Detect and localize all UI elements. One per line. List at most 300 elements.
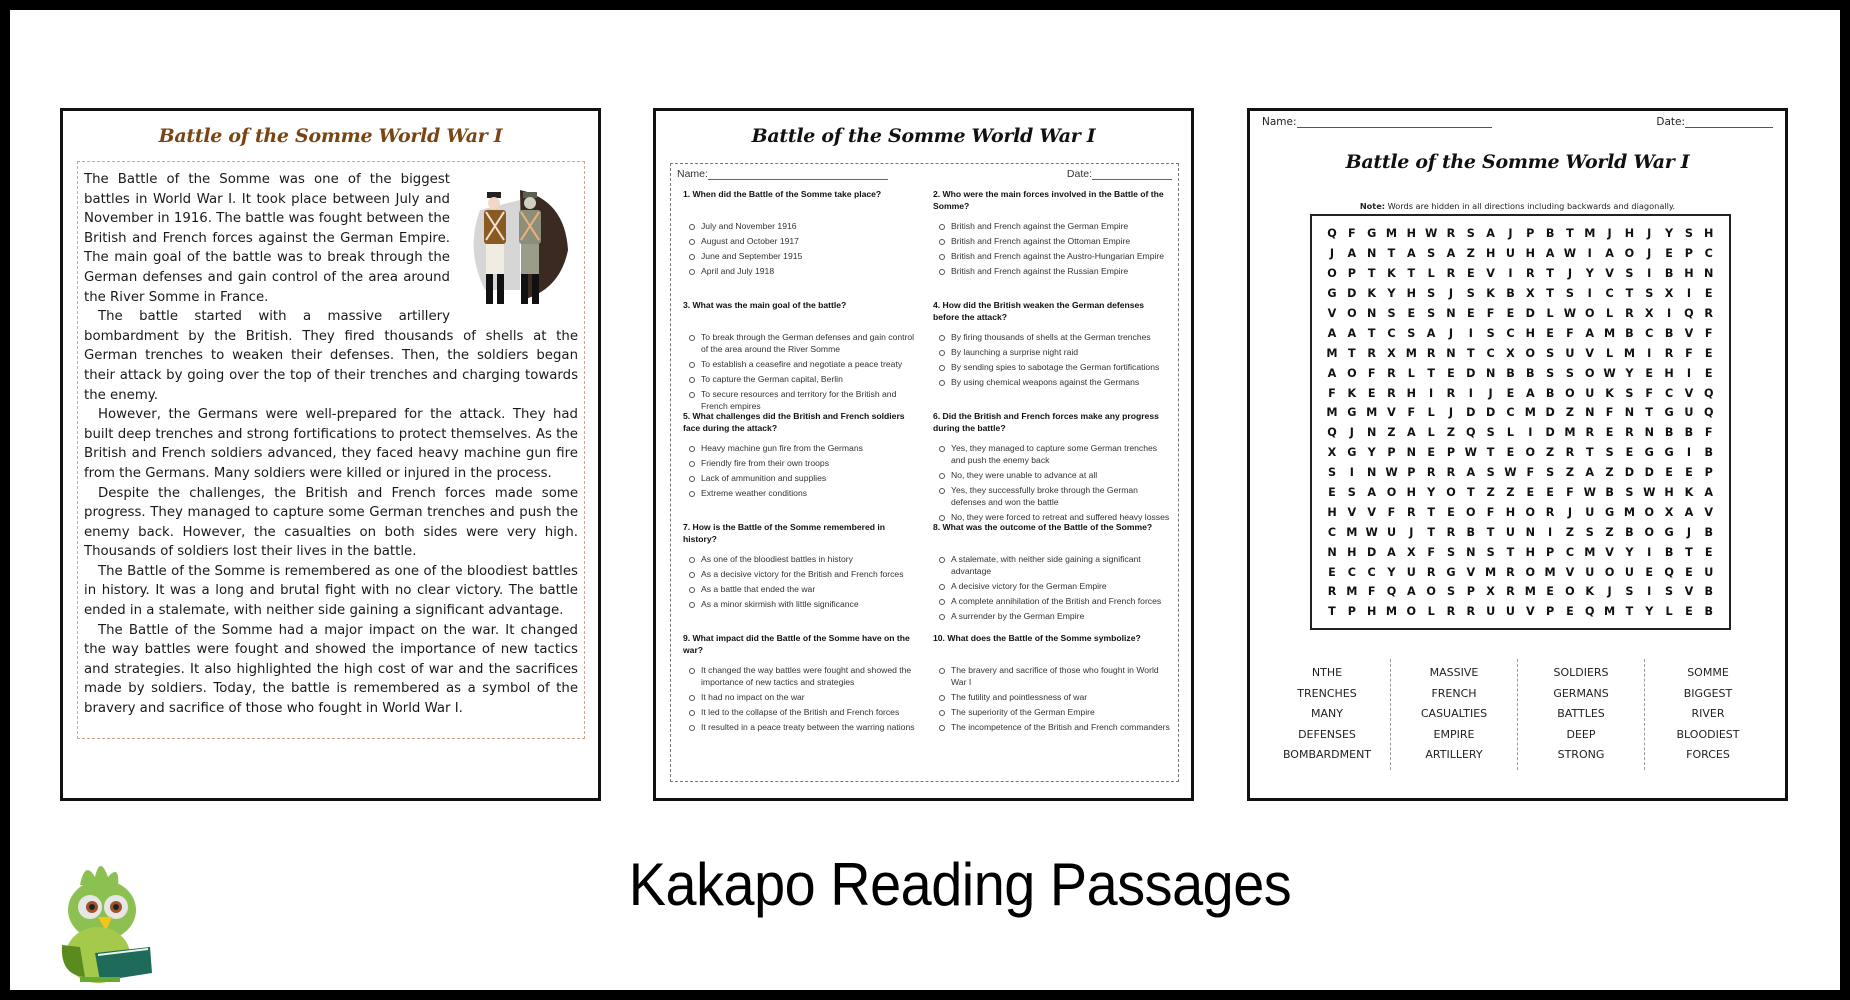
answer-option[interactable]: Extreme weather conditions — [687, 487, 921, 499]
grid-letter[interactable]: T — [1348, 346, 1356, 360]
grid-letter[interactable]: H — [1684, 267, 1694, 281]
grid-letter[interactable]: F — [1566, 486, 1574, 500]
grid-letter[interactable]: C — [1664, 386, 1674, 400]
grid-letter[interactable]: I — [1686, 446, 1691, 460]
grid-letter[interactable]: I — [1686, 366, 1691, 380]
date-field[interactable]: Date: — [1067, 168, 1172, 180]
grid-letter[interactable]: F — [1328, 386, 1336, 400]
grid-letter[interactable]: L — [1427, 426, 1435, 440]
grid-letter[interactable]: B — [1704, 446, 1713, 460]
grid-letter[interactable]: U — [1505, 247, 1515, 261]
grid-letter[interactable]: E — [1645, 565, 1654, 579]
grid-letter[interactable]: T — [1566, 227, 1574, 241]
grid-letter[interactable]: M — [1604, 605, 1616, 619]
grid-letter[interactable]: Q — [1703, 386, 1714, 400]
grid-letter[interactable]: U — [1624, 565, 1634, 579]
grid-letter[interactable]: J — [1686, 525, 1691, 539]
grid-letter[interactable]: P — [1466, 585, 1475, 599]
grid-letter[interactable]: P — [1526, 227, 1535, 241]
grid-letter[interactable]: A — [1525, 386, 1535, 400]
grid-letter[interactable]: A — [1406, 426, 1416, 440]
grid-letter[interactable]: X — [1327, 446, 1337, 460]
grid-letter[interactable]: J — [1567, 505, 1573, 519]
grid-letter[interactable]: A — [1347, 247, 1357, 261]
grid-letter[interactable]: V — [1565, 565, 1575, 579]
grid-letter[interactable]: O — [1565, 386, 1575, 400]
grid-letter[interactable]: E — [1665, 466, 1673, 480]
grid-letter[interactable]: J — [1488, 386, 1493, 400]
grid-letter[interactable]: T — [1328, 605, 1336, 619]
grid-letter[interactable]: M — [1584, 545, 1596, 559]
answer-option[interactable]: The superiority of the German Empire — [937, 706, 1171, 718]
grid-letter[interactable]: J — [1647, 227, 1652, 241]
answer-option[interactable]: Yes, they managed to capture some German trenches and push the enemy back — [937, 442, 1171, 466]
answer-option[interactable]: The bravery and sacrifice of those who fought in World War I — [937, 664, 1171, 688]
grid-letter[interactable]: Z — [1605, 525, 1614, 539]
grid-letter[interactable]: E — [1685, 565, 1693, 579]
grid-letter[interactable]: F — [1704, 426, 1713, 440]
grid-letter[interactable]: S — [1387, 307, 1396, 320]
grid-letter[interactable]: C — [1486, 346, 1495, 360]
answer-option[interactable]: April and July 1918 — [687, 265, 921, 277]
grid-letter[interactable]: S — [1625, 486, 1634, 500]
grid-letter[interactable]: B — [1466, 525, 1476, 539]
grid-letter[interactable]: A — [1327, 366, 1337, 380]
grid-letter[interactable]: E — [1466, 307, 1475, 320]
grid-letter[interactable]: I — [1647, 585, 1652, 599]
grid-letter[interactable]: Z — [1486, 486, 1495, 500]
grid-letter[interactable]: M — [1524, 406, 1536, 420]
grid-letter[interactable]: M — [1326, 346, 1338, 360]
grid-letter[interactable]: S — [1546, 466, 1555, 480]
answer-option[interactable]: As a minor skirmish with little significance — [687, 598, 921, 610]
grid-letter[interactable]: S — [1625, 585, 1634, 599]
grid-letter[interactable]: S — [1605, 446, 1614, 460]
grid-letter[interactable]: V — [1605, 267, 1614, 281]
grid-letter[interactable]: I — [1508, 267, 1513, 281]
grid-letter[interactable]: N — [1704, 267, 1714, 281]
answer-option[interactable]: As one of the bloodiest battles in history — [687, 553, 921, 565]
grid-letter[interactable]: F — [1407, 406, 1416, 420]
grid-letter[interactable]: B — [1545, 386, 1555, 400]
grid-letter[interactable]: E — [1704, 346, 1713, 360]
grid-letter[interactable]: H — [1624, 227, 1635, 241]
answer-option[interactable]: No, they were forced to retreat and suffered heavy losses — [937, 511, 1171, 523]
grid-letter[interactable]: O — [1426, 585, 1436, 599]
grid-letter[interactable]: T — [1625, 287, 1634, 301]
grid-letter[interactable]: F — [1367, 585, 1376, 599]
answer-option[interactable]: It resulted in a peace treaty between the warring nations — [687, 721, 921, 733]
grid-letter[interactable]: F — [1387, 505, 1396, 519]
grid-letter[interactable]: B — [1545, 227, 1555, 241]
answer-option[interactable]: British and French against the Russian Empire — [937, 265, 1171, 277]
grid-letter[interactable]: E — [1328, 486, 1336, 500]
grid-letter[interactable]: C — [1506, 326, 1515, 340]
grid-letter[interactable]: R — [1585, 426, 1595, 440]
grid-letter[interactable]: E — [1506, 386, 1515, 400]
grid-letter[interactable]: R — [1466, 605, 1476, 619]
grid-letter[interactable]: O — [1644, 505, 1654, 519]
grid-letter[interactable]: Y — [1625, 366, 1634, 380]
grid-letter[interactable]: E — [1546, 486, 1554, 500]
grid-letter[interactable]: F — [1348, 227, 1356, 241]
grid-letter[interactable]: V — [1704, 505, 1714, 519]
grid-letter[interactable]: X — [1387, 346, 1396, 360]
answer-option[interactable]: August and October 1917 — [687, 235, 921, 247]
grid-letter[interactable]: V — [1605, 545, 1614, 559]
grid-letter[interactable]: S — [1486, 326, 1495, 340]
grid-letter[interactable]: E — [1685, 466, 1693, 480]
answer-option[interactable]: By launching a surprise night raid — [937, 346, 1171, 358]
grid-letter[interactable]: A — [1585, 466, 1595, 480]
grid-letter[interactable]: H — [1406, 486, 1416, 500]
grid-letter[interactable]: N — [1525, 525, 1535, 539]
grid-letter[interactable]: W — [1464, 446, 1477, 460]
grid-letter[interactable]: R — [1426, 466, 1436, 480]
grid-letter[interactable]: S — [1327, 466, 1337, 480]
grid-letter[interactable]: F — [1526, 466, 1535, 480]
grid-letter[interactable]: T — [1367, 326, 1376, 340]
grid-letter[interactable]: R — [1446, 466, 1456, 480]
grid-letter[interactable]: R — [1426, 346, 1436, 360]
grid-letter[interactable]: O — [1644, 525, 1654, 539]
grid-letter[interactable]: N — [1406, 446, 1416, 460]
grid-letter[interactable]: H — [1664, 366, 1674, 380]
grid-letter[interactable]: T — [1506, 545, 1515, 559]
grid-letter[interactable]: I — [1349, 466, 1354, 480]
grid-letter[interactable]: D — [1347, 287, 1357, 301]
grid-letter[interactable]: E — [1447, 366, 1455, 380]
grid-letter[interactable]: I — [1587, 287, 1592, 301]
grid-letter[interactable]: U — [1386, 525, 1397, 539]
grid-letter[interactable]: O — [1347, 366, 1357, 380]
grid-letter[interactable]: E — [1526, 486, 1535, 500]
grid-letter[interactable]: U — [1585, 386, 1595, 400]
answer-option[interactable]: As a decisive victory for the British and French forces — [687, 568, 921, 580]
grid-letter[interactable]: R — [1506, 585, 1515, 599]
grid-letter[interactable]: G — [1664, 406, 1674, 420]
grid-letter[interactable]: B — [1704, 585, 1713, 599]
grid-letter[interactable]: B — [1664, 326, 1674, 340]
grid-letter[interactable]: A — [1704, 486, 1714, 500]
grid-letter[interactable]: E — [1427, 446, 1435, 460]
grid-letter[interactable]: T — [1486, 446, 1495, 460]
grid-letter[interactable]: I — [1587, 247, 1592, 261]
grid-letter[interactable]: Y — [1367, 446, 1376, 460]
grid-letter[interactable]: V — [1585, 346, 1595, 360]
grid-letter[interactable]: V — [1347, 505, 1357, 519]
grid-letter[interactable]: E — [1685, 605, 1693, 619]
grid-letter[interactable]: W — [1583, 486, 1596, 500]
grid-letter[interactable]: C — [1565, 545, 1575, 559]
grid-letter[interactable]: R — [1446, 227, 1456, 241]
grid-letter[interactable]: A — [1545, 247, 1555, 261]
grid-letter[interactable]: O — [1446, 486, 1456, 500]
grid-letter[interactable]: V — [1684, 326, 1694, 340]
grid-letter[interactable]: E — [1704, 366, 1713, 380]
grid-letter[interactable]: N — [1366, 247, 1377, 261]
grid-letter[interactable]: M — [1385, 605, 1398, 619]
grid-letter[interactable]: J — [1607, 585, 1612, 599]
grid-letter[interactable]: G — [1367, 227, 1377, 241]
grid-letter[interactable]: R — [1625, 307, 1634, 320]
grid-letter[interactable]: L — [1606, 346, 1614, 360]
grid-letter[interactable]: Y — [1387, 565, 1396, 579]
grid-letter[interactable]: R — [1664, 346, 1674, 360]
grid-letter[interactable]: O — [1525, 446, 1536, 460]
answer-option[interactable]: As a battle that ended the war — [687, 583, 921, 595]
grid-letter[interactable]: Z — [1466, 247, 1475, 261]
grid-letter[interactable]: R — [1525, 267, 1535, 281]
grid-letter[interactable]: I — [1647, 346, 1652, 360]
grid-letter[interactable]: G — [1664, 525, 1674, 539]
grid-letter[interactable]: F — [1367, 366, 1376, 380]
grid-letter[interactable]: O — [1525, 505, 1536, 519]
grid-letter[interactable]: C — [1387, 326, 1396, 340]
grid-letter[interactable]: N — [1366, 307, 1377, 320]
grid-letter[interactable]: O — [1347, 307, 1357, 320]
grid-letter[interactable]: F — [1685, 346, 1693, 360]
answer-option[interactable]: June and September 1915 — [687, 250, 921, 262]
grid-letter[interactable]: W — [1563, 247, 1577, 261]
grid-letter[interactable]: U — [1505, 605, 1515, 619]
grid-letter[interactable]: S — [1466, 287, 1475, 301]
grid-letter[interactable]: V — [1684, 585, 1694, 599]
grid-letter[interactable]: S — [1645, 287, 1654, 301]
grid-letter[interactable]: N — [1366, 466, 1377, 480]
answer-option[interactable]: British and French against the Ottoman Empire — [937, 235, 1171, 247]
answer-option[interactable]: A complete annihilation of the British and French forces — [937, 595, 1171, 607]
grid-letter[interactable]: M — [1346, 585, 1358, 599]
grid-letter[interactable]: A — [1347, 326, 1357, 340]
grid-letter[interactable]: L — [1606, 307, 1614, 320]
grid-letter[interactable]: O — [1585, 366, 1595, 380]
answer-option[interactable]: It had no impact on the war — [687, 691, 921, 703]
grid-letter[interactable]: A — [1605, 247, 1614, 261]
grid-letter[interactable]: K — [1486, 287, 1495, 301]
grid-letter[interactable]: J — [1448, 326, 1454, 340]
answer-option[interactable]: A surrender by the German Empire — [937, 610, 1171, 622]
grid-letter[interactable]: D — [1644, 466, 1654, 480]
grid-letter[interactable]: D — [1466, 366, 1476, 380]
answer-option[interactable]: July and November 1916 — [687, 220, 921, 232]
grid-letter[interactable]: E — [1704, 287, 1713, 301]
grid-letter[interactable]: A — [1387, 545, 1396, 559]
grid-letter[interactable]: E — [1704, 545, 1713, 559]
grid-letter[interactable]: K — [1387, 267, 1396, 281]
grid-letter[interactable]: M — [1366, 406, 1378, 420]
grid-letter[interactable]: Q — [1327, 227, 1337, 241]
grid-letter[interactable]: C — [1506, 406, 1515, 420]
grid-letter[interactable]: U — [1684, 406, 1694, 420]
grid-letter[interactable]: A — [1486, 227, 1495, 241]
grid-letter[interactable]: H — [1347, 545, 1357, 559]
grid-letter[interactable]: J — [1508, 227, 1513, 241]
grid-letter[interactable]: F — [1645, 386, 1654, 400]
grid-letter[interactable]: O — [1565, 585, 1575, 599]
grid-letter[interactable]: J — [1329, 247, 1335, 261]
grid-letter[interactable]: I — [1468, 326, 1473, 340]
grid-letter[interactable]: E — [1466, 267, 1475, 281]
grid-letter[interactable]: T — [1466, 486, 1475, 500]
grid-letter[interactable]: N — [1585, 406, 1595, 420]
grid-letter[interactable]: B — [1526, 366, 1535, 380]
grid-letter[interactable]: R — [1446, 525, 1456, 539]
answer-option[interactable]: A decisive victory for the German Empire — [937, 580, 1171, 592]
grid-letter[interactable]: O — [1624, 247, 1635, 261]
grid-letter[interactable]: F — [1486, 505, 1495, 519]
grid-letter[interactable]: V — [1327, 307, 1337, 320]
grid-letter[interactable]: S — [1625, 267, 1634, 281]
grid-letter[interactable]: Z — [1565, 525, 1574, 539]
grid-letter[interactable]: K — [1367, 287, 1376, 301]
grid-letter[interactable]: B — [1625, 326, 1634, 340]
grid-letter[interactable]: M — [1584, 227, 1596, 241]
grid-letter[interactable]: P — [1347, 267, 1356, 281]
grid-letter[interactable]: N — [1485, 366, 1496, 380]
grid-letter[interactable]: H — [1525, 247, 1535, 261]
grid-letter[interactable]: V — [1367, 505, 1376, 519]
grid-letter[interactable]: H — [1366, 605, 1377, 619]
grid-letter[interactable]: Z — [1565, 466, 1574, 480]
grid-letter[interactable]: V — [1387, 406, 1396, 420]
grid-letter[interactable]: S — [1407, 326, 1416, 340]
grid-letter[interactable]: T — [1407, 267, 1416, 281]
grid-letter[interactable]: P — [1347, 605, 1356, 619]
grid-letter[interactable]: B — [1664, 267, 1674, 281]
grid-letter[interactable]: A — [1327, 326, 1337, 340]
answer-option[interactable]: It changed the way battles were fought and showed the importance of new tactics and strategies — [687, 664, 921, 688]
grid-letter[interactable]: V — [1466, 565, 1476, 579]
grid-letter[interactable]: T — [1486, 525, 1495, 539]
grid-letter[interactable]: D — [1367, 545, 1377, 559]
answer-option[interactable]: Friendly fire from their own troops — [687, 457, 921, 469]
grid-letter[interactable]: T — [1546, 267, 1554, 281]
grid-letter[interactable]: L — [1407, 366, 1415, 380]
grid-letter[interactable]: W — [1385, 466, 1398, 480]
grid-letter[interactable]: L — [1546, 307, 1554, 320]
grid-letter[interactable]: L — [1506, 426, 1515, 440]
grid-letter[interactable]: Q — [1664, 565, 1674, 579]
grid-letter[interactable]: V — [1525, 605, 1535, 619]
grid-letter[interactable]: M — [1346, 525, 1358, 539]
grid-letter[interactable]: K — [1684, 486, 1694, 500]
grid-letter[interactable]: U — [1565, 346, 1575, 360]
grid-letter[interactable]: N — [1446, 346, 1456, 360]
grid-letter[interactable]: Q — [1703, 406, 1714, 420]
grid-letter[interactable]: Y — [1387, 287, 1396, 301]
grid-letter[interactable]: O — [1525, 346, 1536, 360]
grid-letter[interactable]: T — [1645, 406, 1654, 420]
grid-letter[interactable]: K — [1347, 386, 1357, 400]
grid-letter[interactable]: T — [1685, 545, 1693, 559]
grid-letter[interactable]: S — [1427, 247, 1436, 261]
grid-letter[interactable]: E — [1665, 247, 1673, 261]
grid-letter[interactable]: T — [1546, 287, 1554, 301]
grid-letter[interactable]: W — [1563, 307, 1577, 320]
grid-letter[interactable]: O — [1466, 505, 1476, 519]
grid-letter[interactable]: R — [1446, 605, 1456, 619]
grid-letter[interactable]: Y — [1645, 605, 1654, 619]
grid-letter[interactable]: Z — [1546, 446, 1555, 460]
grid-letter[interactable]: S — [1546, 346, 1555, 360]
grid-letter[interactable]: R — [1545, 505, 1555, 519]
grid-letter[interactable]: U — [1486, 605, 1496, 619]
grid-letter[interactable]: S — [1565, 287, 1574, 301]
grid-letter[interactable]: R — [1446, 386, 1456, 400]
grid-letter[interactable]: A — [1446, 247, 1456, 261]
grid-letter[interactable]: H — [1327, 505, 1337, 519]
grid-letter[interactable]: Z — [1506, 486, 1515, 500]
answer-option[interactable]: To secure resources and territory for the British and French empires — [687, 388, 921, 412]
answer-option[interactable]: By firing thousands of shells at the German trenches — [937, 331, 1171, 343]
answer-option[interactable]: The futility and pointlessness of war — [937, 691, 1171, 703]
grid-letter[interactable]: R — [1387, 366, 1396, 380]
grid-letter[interactable]: U — [1505, 525, 1515, 539]
grid-letter[interactable]: C — [1605, 287, 1614, 301]
answer-option[interactable]: Heavy machine gun fire from the Germans — [687, 442, 921, 454]
grid-letter[interactable]: Z — [1387, 426, 1396, 440]
grid-letter[interactable]: N — [1644, 426, 1654, 440]
grid-letter[interactable]: E — [1546, 326, 1554, 340]
grid-letter[interactable]: G — [1605, 505, 1615, 519]
grid-letter[interactable]: B — [1664, 426, 1674, 440]
grid-letter[interactable]: E — [1506, 446, 1515, 460]
grid-letter[interactable]: P — [1387, 446, 1396, 460]
grid-letter[interactable]: I — [1647, 267, 1652, 281]
answer-option[interactable]: By sending spies to sabotage the German fortifications — [937, 361, 1171, 373]
grid-letter[interactable]: M — [1326, 406, 1338, 420]
grid-letter[interactable]: Z — [1446, 426, 1456, 440]
grid-letter[interactable]: S — [1486, 545, 1495, 559]
grid-letter[interactable]: G — [1327, 287, 1337, 301]
grid-letter[interactable]: M — [1524, 585, 1536, 599]
grid-letter[interactable]: O — [1327, 267, 1337, 281]
grid-letter[interactable]: I — [1686, 287, 1691, 301]
grid-letter[interactable]: E — [1328, 565, 1336, 579]
grid-letter[interactable]: D — [1624, 466, 1635, 480]
grid-letter[interactable]: N — [1624, 406, 1635, 420]
grid-letter[interactable]: T — [1625, 605, 1634, 619]
grid-letter[interactable]: Y — [1427, 486, 1436, 500]
grid-letter[interactable]: N — [1466, 545, 1476, 559]
grid-letter[interactable]: T — [1427, 505, 1435, 519]
answer-option[interactable]: It led to the collapse of the British and French forces — [687, 706, 921, 718]
grid-letter[interactable]: P — [1546, 545, 1555, 559]
grid-letter[interactable]: W — [1424, 227, 1438, 241]
grid-letter[interactable]: B — [1704, 525, 1713, 539]
grid-letter[interactable]: X — [1506, 346, 1515, 360]
grid-letter[interactable]: H — [1406, 287, 1416, 301]
grid-letter[interactable]: B — [1664, 545, 1674, 559]
grid-letter[interactable]: M — [1485, 565, 1497, 579]
grid-letter[interactable]: Q — [1585, 605, 1595, 619]
answer-option[interactable]: Yes, they successfully broke through the German defenses and won the battle — [937, 484, 1171, 508]
grid-letter[interactable]: E — [1566, 605, 1574, 619]
answer-option[interactable]: British and French against the Austro-Hungarian Empire — [937, 250, 1171, 262]
grid-letter[interactable]: Q — [1684, 307, 1694, 320]
grid-letter[interactable]: Z — [1605, 466, 1614, 480]
grid-letter[interactable]: S — [1585, 525, 1594, 539]
grid-letter[interactable]: J — [1448, 287, 1454, 301]
grid-letter[interactable]: S — [1427, 287, 1436, 301]
grid-letter[interactable]: R — [1506, 565, 1515, 579]
grid-letter[interactable]: E — [1605, 426, 1614, 440]
grid-letter[interactable]: H — [1525, 545, 1535, 559]
grid-letter[interactable]: S — [1446, 585, 1455, 599]
grid-letter[interactable]: R — [1387, 386, 1396, 400]
grid-letter[interactable]: I — [1429, 386, 1434, 400]
